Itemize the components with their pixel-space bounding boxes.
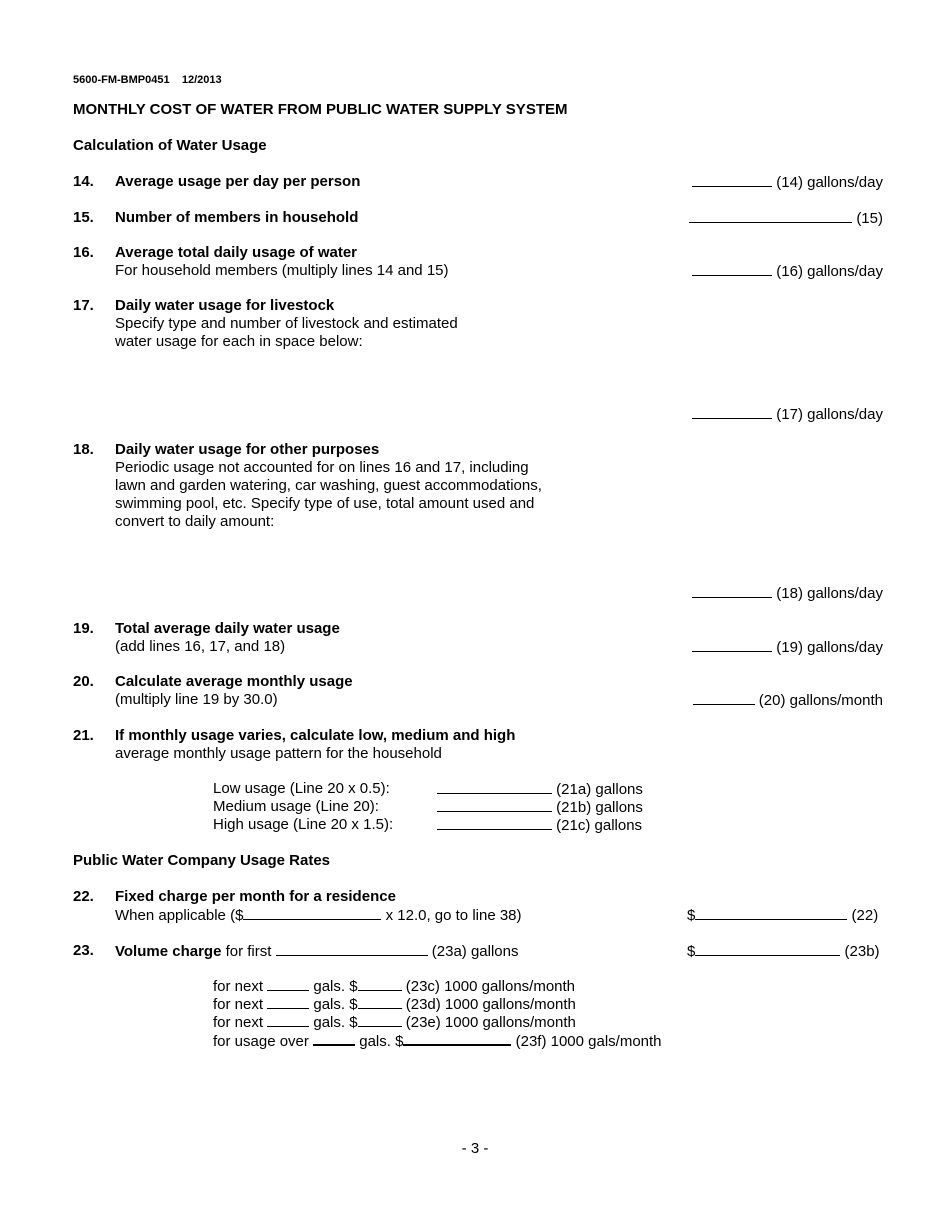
line-23d-next-label: for next — [213, 996, 268, 1013]
line-17-description-2: water usage for each in space below: — [115, 333, 363, 350]
section-heading-usage: Calculation of Water Usage — [73, 137, 267, 154]
line-22-number: 22. — [73, 888, 94, 905]
line-23c-row — [213, 977, 575, 996]
line-23d-row — [213, 995, 576, 1014]
line-15-field[interactable] — [689, 209, 883, 228]
section-heading-rates: Public Water Company Usage Rates — [73, 852, 331, 869]
line-23c-rate-blank[interactable] — [358, 977, 402, 991]
line-17-number: 17. — [73, 297, 94, 314]
line-22-description — [115, 906, 522, 925]
line-18-number: 18. — [73, 441, 94, 458]
line-23f-gals-label: gals. $ — [355, 1033, 404, 1050]
line-14-blank[interactable] — [692, 173, 772, 187]
line-20-number: 20. — [73, 673, 94, 690]
line-18-description-4: convert to daily amount: — [115, 513, 275, 530]
line-21b-blank[interactable] — [437, 798, 552, 812]
line-23f-row — [213, 1031, 662, 1051]
line-23e-field-label: (23e) 1000 gallons/month — [401, 1014, 576, 1031]
line-23f-field-label: (23f) 1000 gals/month — [511, 1033, 662, 1050]
line-23-row — [115, 942, 518, 961]
line-15-blank[interactable] — [689, 209, 852, 223]
line-21a-blank[interactable] — [437, 780, 552, 794]
line-21c-blank[interactable] — [437, 816, 552, 830]
form-id-line — [73, 73, 222, 87]
line-23c-next-label: for next — [213, 978, 268, 995]
line-23d-gals-blank[interactable] — [267, 995, 309, 1009]
line-16-number: 16. — [73, 244, 94, 261]
line-17-field[interactable] — [692, 405, 883, 424]
line-23e-gals-blank[interactable] — [267, 1013, 309, 1027]
line-23d-gals-label: gals. $ — [309, 996, 358, 1013]
line-14-title: Average usage per day per person — [115, 173, 361, 190]
line-22-dollar: $ — [687, 907, 696, 924]
line-21b-label: Medium usage (Line 20): — [213, 798, 379, 815]
line-15-number: 15. — [73, 209, 94, 226]
line-16-description: For household members (multiply lines 14 and 15) — [115, 262, 449, 279]
line-23e-gals-label: gals. $ — [309, 1014, 358, 1031]
line-21b-field[interactable] — [437, 798, 643, 817]
line-19-description: (add lines 16, 17, and 18) — [115, 638, 286, 655]
line-23c-gals-label: gals. $ — [309, 978, 358, 995]
line-23b-blank[interactable] — [695, 942, 840, 956]
line-23f-rate-blank[interactable] — [403, 1031, 511, 1046]
line-22-fixed-charge-blank[interactable] — [243, 906, 381, 920]
line-23b-dollar: $ — [687, 943, 696, 960]
line-17-blank[interactable] — [692, 405, 772, 419]
line-20-title: Calculate average monthly usage — [115, 673, 353, 690]
line-17-description-1: Specify type and number of livestock and estimated — [115, 315, 458, 332]
line-22-blank[interactable] — [695, 906, 847, 920]
line-23-title: Volume charge — [115, 943, 222, 960]
line-23a-field-label: (23a) gallons — [427, 943, 519, 960]
line-23e-rate-blank[interactable] — [358, 1013, 402, 1027]
line-19-field-label: (19) gallons/day — [776, 639, 883, 656]
line-18-blank[interactable] — [692, 584, 772, 598]
line-20-field[interactable] — [693, 691, 883, 710]
line-15-title: Number of members in household — [115, 209, 359, 226]
line-17-title: Daily water usage for livestock — [115, 297, 335, 314]
line-18-field-label: (18) gallons/day — [776, 585, 883, 602]
line-22-desc-post: x 12.0, go to line 38) — [381, 907, 522, 924]
line-19-number: 19. — [73, 620, 94, 637]
line-23f-over-label: for usage over — [213, 1033, 314, 1050]
line-18-description-2: lawn and garden watering, car washing, guest accommodations, — [115, 477, 542, 494]
line-23d-field-label: (23d) 1000 gallons/month — [401, 996, 576, 1013]
line-23b-field-label: (23b) — [844, 943, 880, 960]
line-21c-field[interactable] — [437, 816, 642, 835]
line-19-title: Total average daily water usage — [115, 620, 340, 637]
line-22-field-label: (22) — [851, 907, 879, 924]
form-date: 12/2013 — [181, 74, 222, 86]
line-21c-label: High usage (Line 20 x 1.5): — [213, 816, 394, 833]
line-23e-next-label: for next — [213, 1014, 268, 1031]
line-14-field-label: (14) gallons/day — [776, 174, 883, 191]
line-23-number: 23. — [73, 942, 94, 959]
line-23c-field-label: (23c) 1000 gallons/month — [401, 978, 576, 995]
line-22-field[interactable] — [687, 906, 878, 925]
line-14-number: 14. — [73, 173, 94, 190]
line-21a-label: Low usage (Line 20 x 0.5): — [213, 780, 390, 797]
line-23f-gals-blank[interactable] — [313, 1031, 355, 1046]
line-21a-field-label: (21a) gallons — [556, 781, 643, 798]
line-17-field-label: (17) gallons/day — [776, 406, 883, 423]
line-22-title: Fixed charge per month for a residence — [115, 888, 396, 905]
line-21-title: If monthly usage varies, calculate low, medium and high — [115, 727, 516, 744]
page-title: MONTHLY COST OF WATER FROM PUBLIC WATER SUPPLY SYSTEM — [73, 101, 568, 118]
line-14-field[interactable] — [692, 173, 883, 192]
line-16-title: Average total daily usage of water — [115, 244, 358, 261]
line-23b-field[interactable] — [687, 942, 880, 961]
line-21b-field-label: (21b) gallons — [556, 799, 643, 816]
line-18-field[interactable] — [692, 584, 883, 603]
line-18-description-3: swimming pool, etc. Specify type of use, total amount used and — [115, 495, 535, 512]
line-23a-blank[interactable] — [276, 942, 428, 956]
line-18-title: Daily water usage for other purposes — [115, 441, 380, 458]
line-23-title-rest: for first — [221, 943, 276, 960]
line-19-field[interactable] — [692, 638, 883, 657]
line-21a-field[interactable] — [437, 780, 643, 799]
line-22-desc-pre: When applicable ($ — [115, 907, 244, 924]
line-21-number: 21. — [73, 727, 94, 744]
line-16-field[interactable] — [692, 262, 883, 281]
line-19-blank[interactable] — [692, 638, 772, 652]
line-18-description-1: Periodic usage not accounted for on lines 16 and 17, including — [115, 459, 529, 476]
line-21-description: average monthly usage pattern for the household — [115, 745, 442, 762]
line-21c-field-label: (21c) gallons — [556, 817, 643, 834]
line-20-description: (multiply line 19 by 30.0) — [115, 691, 278, 708]
line-23d-rate-blank[interactable] — [358, 995, 402, 1009]
line-23e-row — [213, 1013, 576, 1032]
form-id: 5600-FM-BMP0451 — [73, 74, 170, 86]
line-15-field-label: (15) — [856, 210, 883, 227]
page-number: - 3 - — [461, 1140, 489, 1157]
line-20-field-label: (20) gallons/month — [758, 692, 883, 709]
line-23c-gals-blank[interactable] — [267, 977, 309, 991]
line-16-blank[interactable] — [692, 262, 772, 276]
line-20-blank[interactable] — [693, 691, 755, 705]
line-16-field-label: (16) gallons/day — [776, 263, 883, 280]
